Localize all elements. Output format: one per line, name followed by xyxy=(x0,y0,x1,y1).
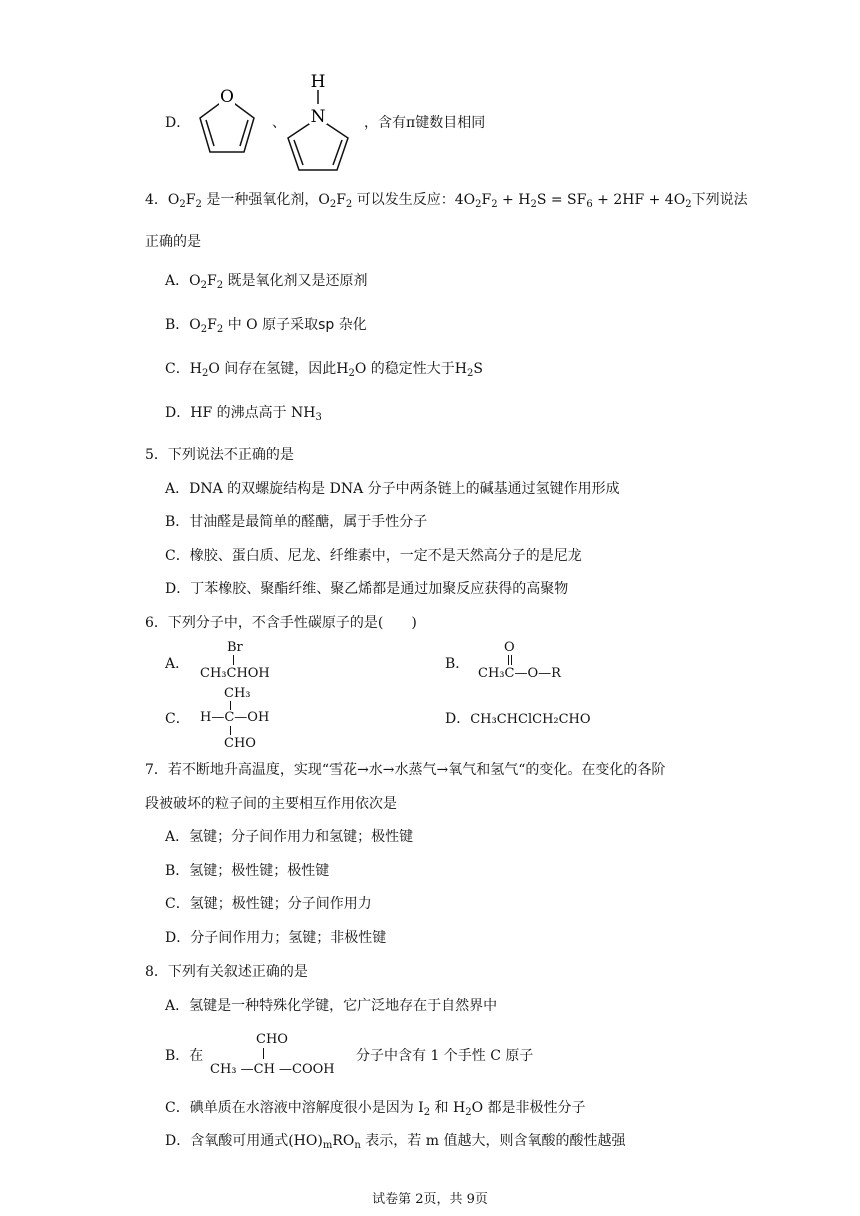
q7-option-a: A．氢键；分子间作用力和氢键；极性键 xyxy=(165,829,414,845)
q8-option-a: A．氢键是一种特殊化学键，它广泛地存在于自然界中 xyxy=(165,998,498,1014)
q8-b-formula: CH₃ —CH —COOH xyxy=(210,1062,335,1077)
q6-b-double-bond-1 xyxy=(508,655,509,665)
q3-option-d-tail: ，含有π键数目相同 xyxy=(364,115,486,131)
q6-c-ch3: CH₃ xyxy=(224,686,251,701)
q8-stem: 8．下列有关叙述正确的是 xyxy=(145,964,308,980)
q8-option-b-tail: 分子中含有 1 个手性 C 原子 xyxy=(356,1048,534,1064)
q6-a-bond xyxy=(233,655,234,665)
pyrrole-structure xyxy=(282,66,362,176)
q4-option-a: A．$O_2F_2$ 既是氧化剂又是还原剂 xyxy=(165,273,368,291)
q7-option-c: C．氢键；极性键；分子间作用力 xyxy=(165,896,372,912)
pyrrole-n-label: N xyxy=(310,107,326,127)
q6-option-a-label: A． xyxy=(165,656,190,672)
q7-stem-line1: 7．若不断地升高温度，实现“雪花→水→水蒸气→氧气和氢气“的变化。在变化的各阶 xyxy=(145,762,666,778)
pyrrole-h-label: H xyxy=(310,72,326,92)
q4-stem-line1: 4．$O_2F_2$ 是一种强氧化剂，$O_2F_2$ 可以发生反应：$4O_2F_2 + H_2S = SF_6 + 2HF + 4O_2$下列说法 xyxy=(145,192,748,210)
q6-c-bond-top xyxy=(230,701,231,710)
q4-option-c: C．$H_2O$ 间存在氢键，因此$H_2O$ 的稳定性大于$H_2S$ xyxy=(165,361,483,379)
furan-structure xyxy=(190,82,270,162)
q8-b-bond xyxy=(263,1048,264,1059)
q8-b-cho: CHO xyxy=(256,1032,288,1047)
q6-a-br: Br xyxy=(227,640,243,655)
q6-option-b-label: B． xyxy=(445,656,470,672)
q6-c-cho: CHO xyxy=(224,736,256,751)
q6-c-formula: H—C—OH xyxy=(200,710,270,725)
q4-option-d: D．HF 的沸点高于 $NH_3$ xyxy=(165,405,322,423)
q6-b-double-bond-2 xyxy=(511,655,512,665)
q6-b-formula: CH₃C—O—R xyxy=(478,666,561,681)
q8-option-d: D．含氧酸可用通式$(HO)_mRO_n$ 表示，若 m 值越大，则含氧酸的酸性越强 xyxy=(165,1133,626,1151)
q6-a-formula: CH₃CHOH xyxy=(200,666,270,681)
q5-option-a: A．DNA 的双螺旋结构是 DNA 分子中两条链上的碱基通过氢键作用形成 xyxy=(165,481,620,497)
q8-option-c: C．碘单质在水溶液中溶解度很小是因为 $I_2$ 和 $H_2O$ 都是非极性分子 xyxy=(165,1100,586,1118)
q4-option-b: B．$O_2F_2$ 中 O 原子采取sp 杂化 xyxy=(165,317,367,335)
q6-option-c-label: C． xyxy=(165,711,190,727)
q6-b-oxygen: O xyxy=(504,640,515,655)
q3-option-d-label: D． xyxy=(165,115,191,131)
q5-stem: 5．下列说法不正确的是 xyxy=(145,447,294,463)
q3-separator: 、 xyxy=(272,115,286,131)
q6-stem: 6．下列分子中，不含手性碳原子的是( ) xyxy=(145,615,417,631)
q8-option-b-label: B．在 xyxy=(165,1048,204,1064)
q5-option-d: D．丁苯橡胶、聚酯纤维、聚乙烯都是通过加聚反应获得的高聚物 xyxy=(165,581,569,597)
q5-option-c: C．橡胶、蛋白质、尼龙、纤维素中，一定不是天然高分子的是尼龙 xyxy=(165,548,582,564)
q4-stem-line2: 正确的是 xyxy=(145,234,201,250)
q7-stem-line2: 段被破坏的粒子间的主要相互作用依次是 xyxy=(145,796,397,812)
q5-option-b: B．甘油醛是最简单的醛醣，属于手性分子 xyxy=(165,514,428,530)
page-footer: 试卷第 2页，共 9页 xyxy=(372,1192,488,1207)
q6-option-d: D．CH₃CHClCH₂CHO xyxy=(445,711,591,727)
q7-option-b: B．氢键；极性键；极性键 xyxy=(165,863,330,879)
furan-oxygen-label: O xyxy=(220,87,234,107)
q7-option-d: D．分子间作用力；氢键；非极性键 xyxy=(165,930,387,946)
q6-c-bond-bottom xyxy=(230,726,231,735)
